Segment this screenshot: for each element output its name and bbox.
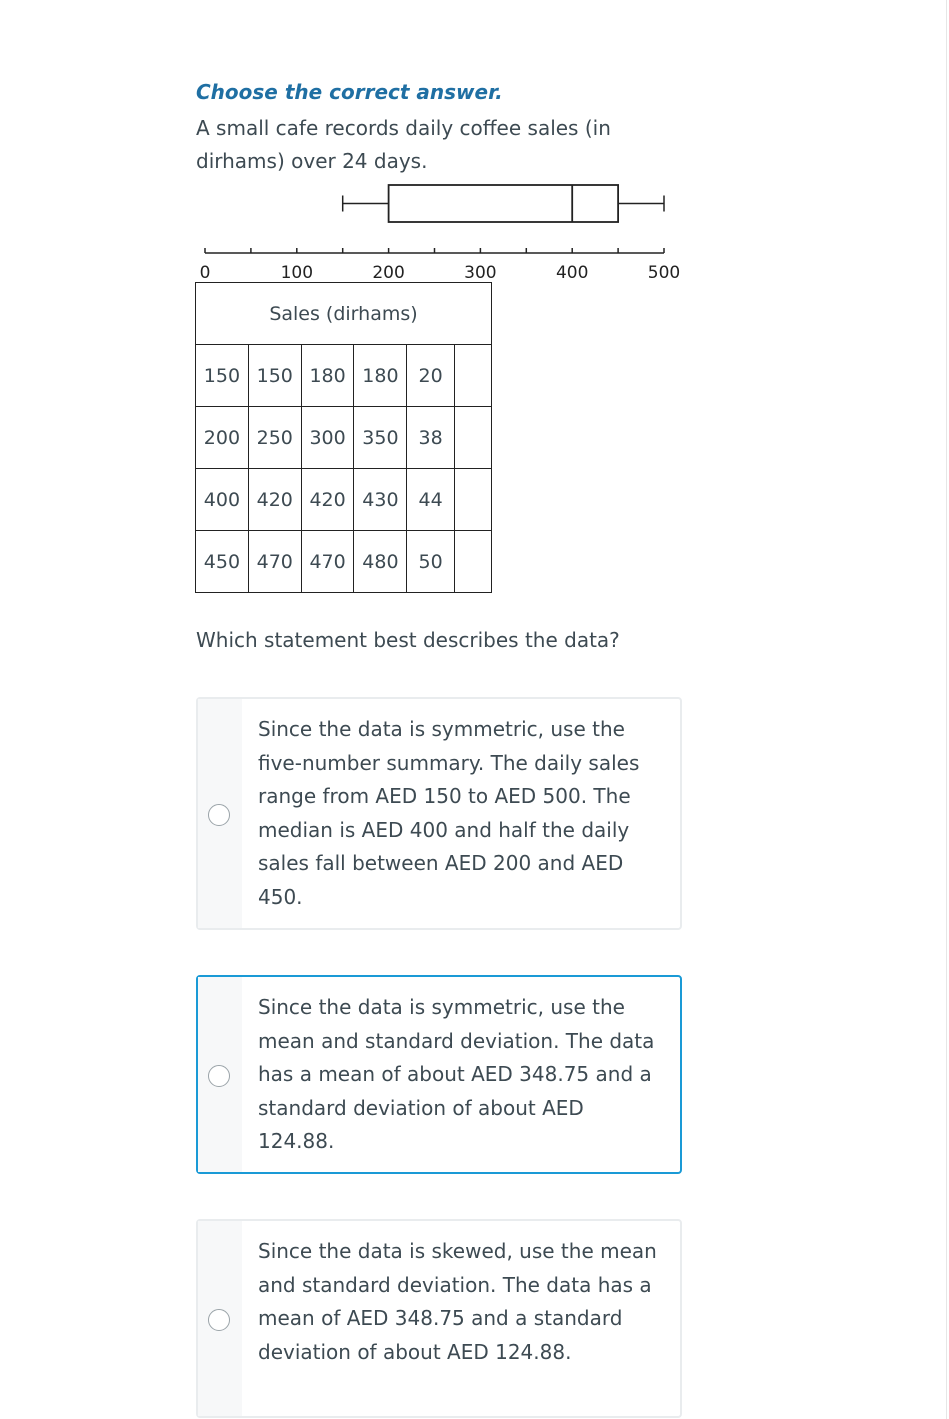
option-text: Since the data is symmetric, use the five-number summary. The daily sales range from AED 150 to AED 500. The median is AED 400 and half the daily sales fall between AED 200 and AED 450. — [258, 717, 640, 909]
problem-intro: A small cafe records daily coffee sales (in dirhams) over 24 days. — [196, 116, 611, 173]
table-cell: 430 — [354, 469, 407, 531]
table-cell: 50 — [407, 531, 455, 593]
table-cell: 38 — [407, 407, 455, 469]
table-cell: 20 — [407, 345, 455, 407]
axis-tick-label: 100 — [280, 263, 314, 283]
table-cell: 450 — [196, 531, 249, 593]
option-text: Since the data is skewed, use the mean and standard deviation. The data has a mean of AED 348.75 and a standard deviation of about AED 124.88. — [258, 1239, 657, 1364]
table-cell — [454, 531, 491, 593]
radio-button-icon[interactable] — [208, 804, 230, 826]
table-cell: 420 — [301, 469, 354, 531]
answer-option-1[interactable] — [196, 697, 682, 930]
table-cell: 180 — [354, 345, 407, 407]
sales-table — [195, 282, 492, 593]
table-cell: 400 — [196, 469, 249, 531]
answer-option-3[interactable] — [196, 1219, 682, 1418]
sales-table-header: Sales (dirhams) — [196, 283, 492, 345]
table-cell: 470 — [248, 531, 301, 593]
table-cell: 150 — [248, 345, 301, 407]
box-plot — [0, 0, 949, 300]
table-cell: 350 — [354, 407, 407, 469]
table-cell — [454, 407, 491, 469]
question-text: Which statement best describes the data? — [196, 628, 620, 652]
table-cell — [454, 469, 491, 531]
option-text: Since the data is symmetric, use the mean and standard deviation. The data has a mean of about AED 348.75 and a standard deviation of about AED 124.88. — [258, 995, 655, 1153]
axis-tick-label: 300 — [464, 263, 497, 283]
axis-tick-label: 200 — [372, 263, 405, 283]
answer-option-2[interactable] — [196, 975, 682, 1174]
table-cell: 470 — [301, 531, 354, 593]
radio-button-icon[interactable] — [208, 1065, 230, 1087]
table-row — [196, 531, 492, 593]
instruction-text: Choose the correct answer. — [196, 80, 503, 104]
table-cell: 300 — [301, 407, 354, 469]
table-cell: 44 — [407, 469, 455, 531]
table-cell: 180 — [301, 345, 354, 407]
table-cell: 250 — [248, 407, 301, 469]
axis-tick-label: 400 — [555, 263, 589, 283]
table-row — [196, 407, 492, 469]
table-cell: 150 — [196, 345, 249, 407]
box-iqr — [389, 185, 618, 222]
table-cell: 420 — [248, 469, 301, 531]
option-gutter — [198, 1221, 242, 1416]
axis-tick-label: 0 — [199, 263, 211, 283]
option-gutter — [198, 699, 242, 928]
sales-table-wrapper — [195, 282, 492, 593]
table-row — [196, 469, 492, 531]
table-cell — [454, 345, 491, 407]
table-row — [196, 345, 492, 407]
axis-tick-label: 500 — [647, 263, 681, 283]
radio-button-icon[interactable] — [208, 1309, 230, 1331]
table-cell: 480 — [354, 531, 407, 593]
table-cell: 200 — [196, 407, 249, 469]
option-gutter — [198, 977, 242, 1172]
